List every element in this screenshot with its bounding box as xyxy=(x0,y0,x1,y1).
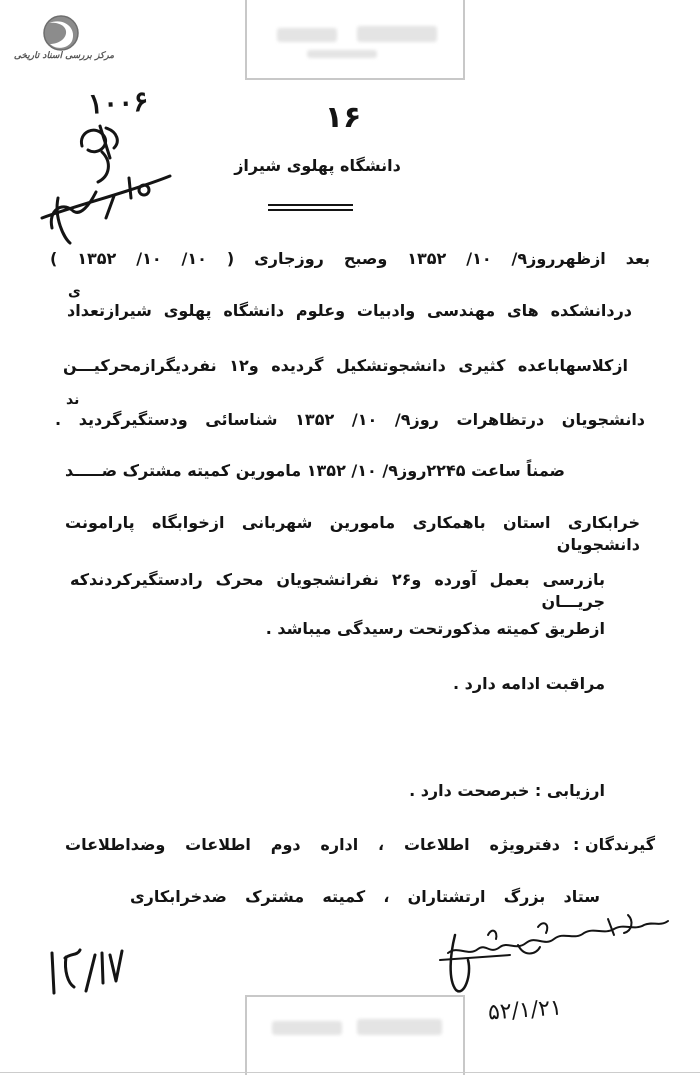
signature-icon xyxy=(40,118,175,248)
institution-heading: دانشگاه پهلوی شیراز xyxy=(234,156,401,175)
handwritten-mark-icon xyxy=(40,935,125,1005)
faded-stamp-mark xyxy=(357,1019,442,1035)
page-number: ۱۶ xyxy=(324,100,362,135)
faded-stamp-mark xyxy=(357,26,437,42)
faded-stamp-mark xyxy=(307,50,377,58)
recipients-label: گیرندگان : xyxy=(573,835,655,854)
report-line: دانشجویان درتظاهرات روز۹/ ۱۰/ ۱۳۵۲ شناسائی ودستگیرگردید . xyxy=(55,410,646,429)
report-line: بازرسی بعمل آورده و۲۶ نفرانشجویان محرک رادستگیرکردندکه جریـــان xyxy=(70,570,606,611)
faded-stamp-mark xyxy=(272,1021,342,1035)
handwritten-note-icon xyxy=(428,905,673,1000)
archive-logo-caption: مرکز بررسی اسناد تاریخی xyxy=(13,51,115,61)
report-line: ضمناً ساعت ۲۲۴۵روز۹/ ۱۰/ ۱۳۵۲ مامورین کمیته مشترک ضـــــد xyxy=(65,461,565,480)
bottom-stamp-box xyxy=(245,995,465,1075)
report-line: خرابکاری استان باهمکاری مامورین شهربانی ازخوابگاه پارامونت دانشجویان xyxy=(65,513,640,554)
faded-stamp-mark xyxy=(277,28,337,42)
recipients-line: دفترویژه اطلاعات ، اداره دوم اطلاعات وضداطلاعات xyxy=(65,835,560,854)
heading-double-underline xyxy=(268,204,353,211)
typed-insert: ند xyxy=(66,392,80,408)
handwritten-date: ۵۲/۱/۲۱ xyxy=(487,995,563,1026)
report-line: دردانشکده های مهندسی وادبیات وعلوم دانشگاه پهلوی شیرازتعداد xyxy=(67,301,632,320)
report-line: ازطریق کمیته مذکورتحت رسیدگی میباشد . xyxy=(265,619,605,638)
report-line: ازکلاسهاباعده کثیری دانشجوتشکیل گردیده و۱۲ نفردیگرازمحرکیـــن xyxy=(63,356,629,375)
report-line: مراقبت ادامه دارد . xyxy=(453,674,605,693)
typed-insert: ی xyxy=(68,284,81,300)
recipients-line: ستاد بزرگ ارتشتاران ، کمیته مشترک ضدخرابکاری xyxy=(130,887,600,906)
assessment-line: ارزیابی : خبرصحت دارد . xyxy=(409,781,605,800)
handwritten-number: ۱۰۰۶ xyxy=(87,84,149,121)
report-line: بعد ازظهرروز۹/ ۱۰/ ۱۳۵۲ وصبح روزجاری ( ۱۰/ ۱۰/ ۱۳۵۲ ) xyxy=(50,249,650,268)
archive-logo-icon xyxy=(40,14,82,52)
page-bottom-edge xyxy=(0,1072,700,1073)
top-stamp-box xyxy=(245,0,465,80)
